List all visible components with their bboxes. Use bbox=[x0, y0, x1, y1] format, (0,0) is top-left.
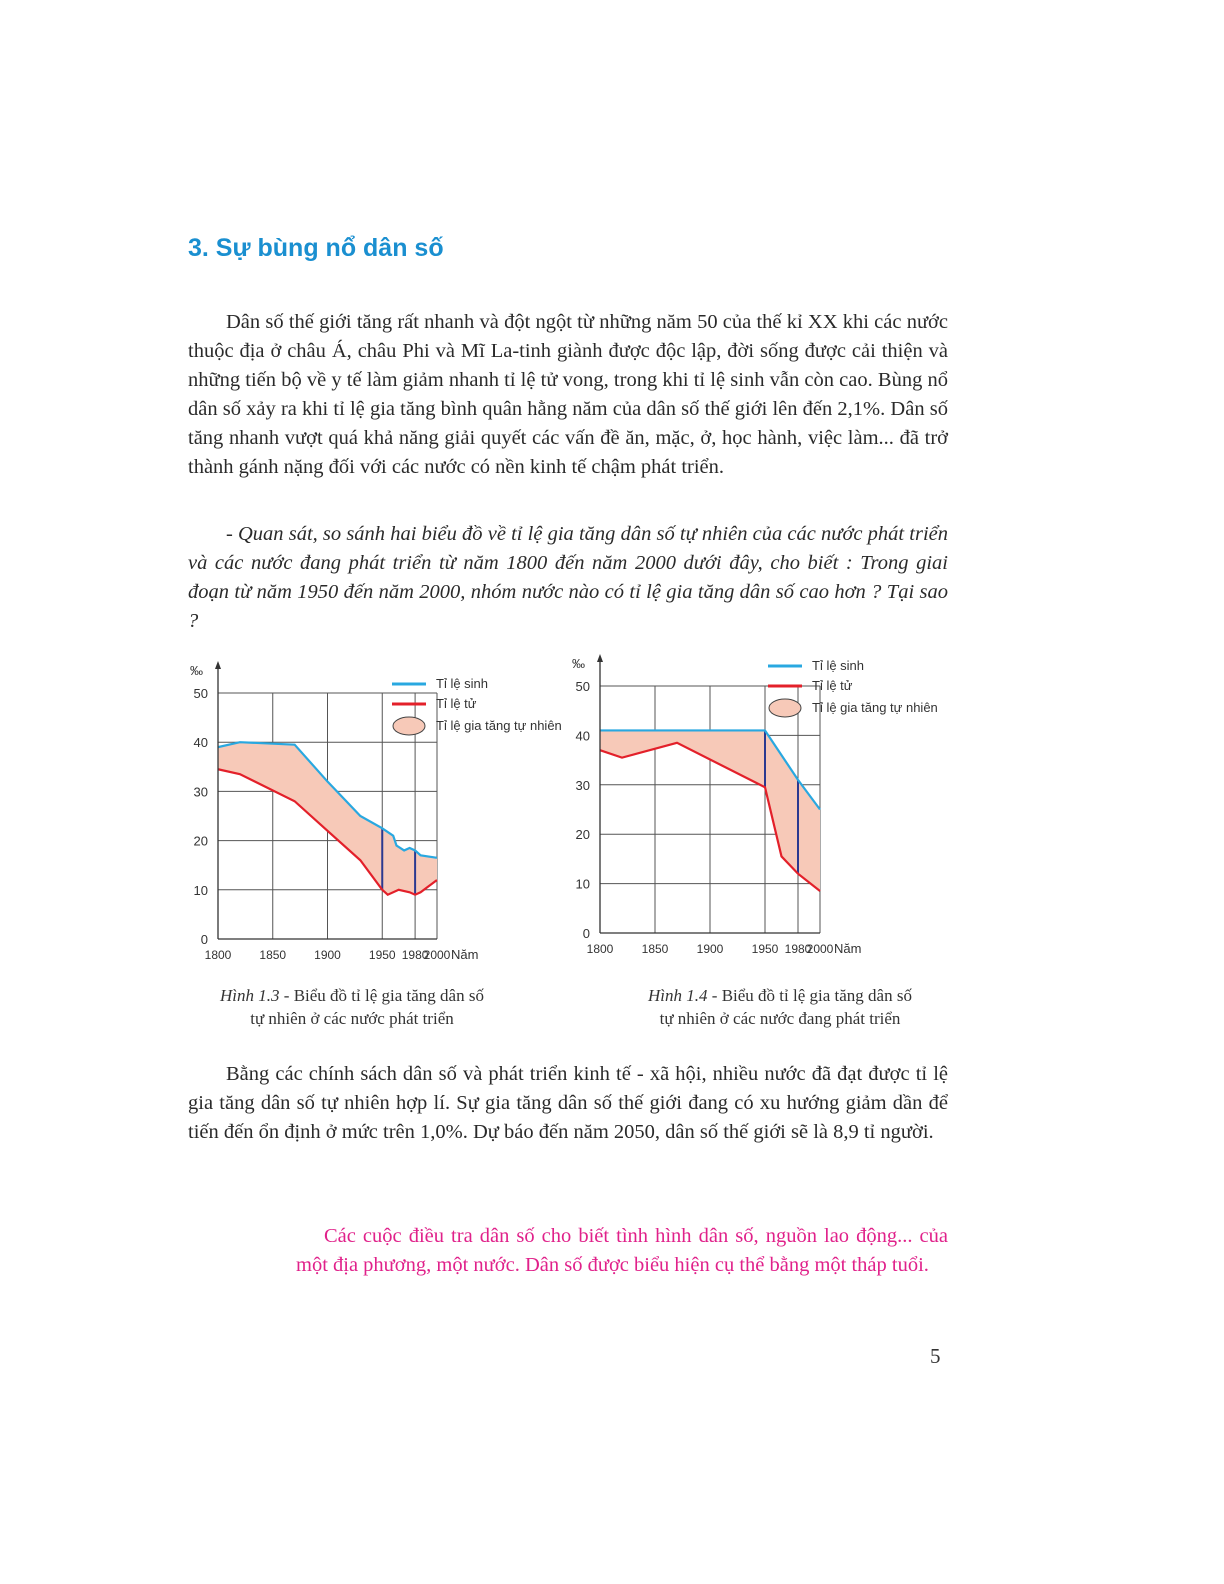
legend-label-increase: Tỉ lệ gia tăng tự nhiên bbox=[812, 700, 938, 715]
y-tick-label: 50 bbox=[575, 679, 590, 694]
figure-label: Hình 1.4 bbox=[648, 986, 708, 1005]
chart-developed-countries bbox=[168, 650, 568, 980]
caption-line2: tự nhiên ở các nước phát triển bbox=[250, 1009, 454, 1028]
x-tick-label: 1950 bbox=[368, 948, 396, 962]
x-tick-label: 1800 bbox=[586, 942, 614, 956]
y-tick-label: 20 bbox=[193, 833, 208, 849]
y-tick-label: 50 bbox=[193, 686, 208, 701]
legend-swatch-increase bbox=[769, 699, 801, 717]
y-tick-label: 20 bbox=[575, 827, 590, 843]
y-tick-label: 40 bbox=[193, 735, 208, 751]
legend-label-death: Tỉ lệ tử bbox=[436, 696, 477, 711]
legend-label-birth: Tỉ lệ sinh bbox=[812, 658, 865, 673]
x-axis-label: Năm bbox=[834, 941, 862, 956]
figure-caption-1-3 bbox=[152, 984, 552, 1030]
question-paragraph: - Quan sát, so sánh hai biểu đồ về tỉ lệ gia tăng dân số tự nhiên của các nước phát triển và các nước đang phát triển từ năm 1800 đến năm 2000 dưới đây, cho biết : Trong giai đoạn từ năm 1950 đến năm 2000, nhóm nước nào có tỉ lệ gia tăng dân số cao hơn ? Tại sao ? bbox=[188, 523, 948, 632]
y-axis-label: ‰ bbox=[572, 656, 585, 671]
x-tick-label: 2000 bbox=[806, 942, 834, 956]
y-tick-label: 30 bbox=[193, 784, 208, 800]
x-tick-label: 1850 bbox=[641, 942, 669, 956]
y-axis-arrow-icon bbox=[597, 654, 603, 662]
chart-legend bbox=[392, 676, 562, 735]
page-number: 5 bbox=[930, 1344, 941, 1368]
x-tick-label: 1980 bbox=[401, 948, 429, 962]
legend-label-birth: Tỉ lệ sinh bbox=[436, 676, 489, 691]
figure-caption-1-4 bbox=[580, 984, 980, 1030]
y-axis-label: ‰ bbox=[190, 663, 203, 678]
x-axis-label: Năm bbox=[451, 947, 479, 962]
chart-legend bbox=[768, 658, 938, 717]
y-tick-label: 10 bbox=[575, 876, 590, 892]
x-tick-label: 1980 bbox=[784, 942, 812, 956]
legend-swatch-increase bbox=[393, 717, 425, 735]
y-tick-label: 0 bbox=[582, 926, 590, 941]
y-axis-arrow-icon bbox=[215, 661, 221, 669]
x-tick-label: 1800 bbox=[204, 948, 232, 962]
x-tick-label: 1950 bbox=[751, 942, 779, 956]
figure-label: Hình 1.3 bbox=[220, 986, 280, 1005]
intro-paragraph: Dân số thế giới tăng rất nhanh và đột ngột từ những năm 50 của thế kỉ XX khi các nước thuộc địa ở châu Á, châu Phi và Mĩ La-tinh giành được độc lập, đời sống được cải thiện và những tiến bộ về y tế làm giảm nhanh tỉ lệ tử vong, trong khi tỉ lệ sinh vẫn còn cao. Bùng nổ dân số xảy ra khi tỉ lệ gia tăng bình quân hằng năm của dân số thế giới lên đến 2,1%. Dân số tăng nhanh vượt quá khả năng giải quyết các vấn đề ăn, mặc, ở, học hành, việc làm... đã trở thành gánh nặng đối với các nước có nền kinh tế chậm phát triển. bbox=[188, 311, 948, 478]
x-tick-label: 1850 bbox=[259, 948, 287, 962]
chart-developing-countries bbox=[560, 646, 980, 976]
x-tick-label: 1900 bbox=[314, 948, 341, 962]
caption-text: - Biểu đồ tỉ lệ gia tăng dân số bbox=[283, 986, 484, 1005]
policy-paragraph: Bằng các chính sách dân số và phát triển kinh tế - xã hội, nhiều nước đã đạt được tỉ lệ gia tăng dân số tự nhiên hợp lí. Sự gia tăng dân số thế giới đang có xu hướng giảm dần để tiến đến ổn định ở mức trên 1,0%. Dự báo đến năm 2050, dân số thế giới sẽ là 8,9 tỉ người. bbox=[188, 1063, 948, 1143]
x-tick-label: 1900 bbox=[696, 942, 724, 956]
y-tick-label: 40 bbox=[575, 728, 590, 744]
x-tick-label: 2000 bbox=[423, 948, 451, 962]
legend-label-death: Tỉ lệ tử bbox=[812, 678, 853, 693]
caption-text: - Biểu đồ tỉ lệ gia tăng dân số bbox=[711, 986, 912, 1005]
y-tick-label: 30 bbox=[575, 777, 590, 793]
section-heading: 3. Sự bùng nổ dân số bbox=[188, 234, 444, 262]
caption-line2: tự nhiên ở các nước đang phát triển bbox=[659, 1009, 901, 1028]
legend-label-increase: Tỉ lệ gia tăng tự nhiên bbox=[436, 718, 562, 733]
y-tick-label: 10 bbox=[193, 882, 208, 898]
census-note: Các cuộc điều tra dân số cho biết tình hình dân số, nguồn lao động... của một địa phương, một nước. Dân số được biểu hiện cụ thể bằng một tháp tuổi. bbox=[296, 1225, 948, 1276]
y-tick-label: 0 bbox=[200, 932, 208, 947]
